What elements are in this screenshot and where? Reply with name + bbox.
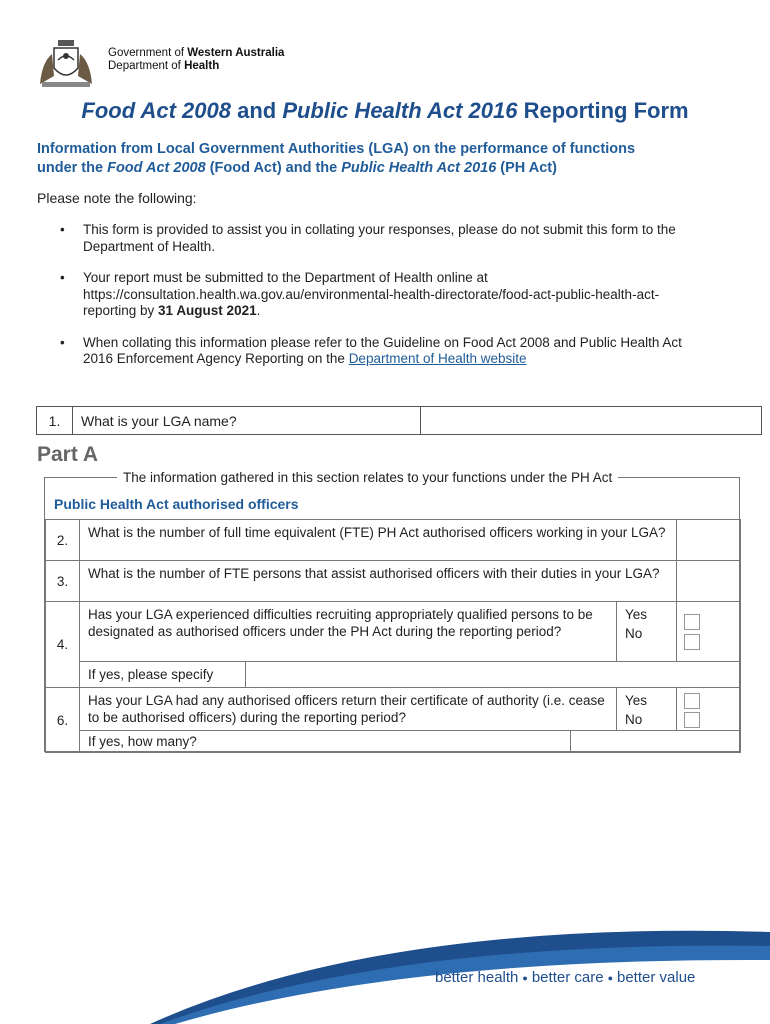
part-a-heading: Part A — [37, 443, 99, 466]
section-title: Public Health Act authorised officers — [54, 496, 299, 512]
yes-no-options — [676, 601, 741, 662]
notes-list — [60, 222, 710, 383]
list-item: • This form is provided to assist you in collating your responses, please do not submit this form to the Department of Health. — [60, 222, 676, 254]
question-1-row — [36, 406, 762, 435]
q4-yes-checkbox[interactable] — [684, 614, 700, 630]
question-number: 3. — [45, 560, 80, 602]
question-number: 4. — [45, 601, 80, 688]
q6-how-many-field[interactable] — [570, 730, 741, 753]
form-subtitle: Information from Local Government Authorities (LGA) on the performance of functions under the Food Act 2008 (Food Act) and the Public Health Act 2016 (PH Act) — [37, 141, 636, 176]
header — [36, 38, 326, 90]
footer-tagline: better health ● better care ● better value — [435, 969, 696, 986]
question-number: 1. — [37, 407, 73, 434]
note-intro: Please note the following: — [37, 190, 197, 206]
question-number: 2. — [45, 519, 80, 561]
followup-label: If yes, how many? — [79, 730, 571, 753]
q6-yes-checkbox[interactable] — [684, 693, 700, 709]
yes-no-labels: Yes No — [616, 601, 677, 662]
form-title: Food Act 2008 and Public Health Act 2016 Reporting Form — [81, 98, 689, 123]
q4-no-checkbox[interactable] — [684, 634, 700, 650]
lga-name-field[interactable] — [421, 407, 761, 434]
section-legend: The information gathered in this section relates to your functions under the PH Act — [117, 470, 618, 485]
followup-label: If yes, please specify — [79, 661, 246, 688]
question-text: What is the number of full time equivalent (FTE) PH Act authorised officers working in your LGA? — [79, 519, 677, 561]
question-number: 6. — [45, 687, 80, 753]
wa-coat-of-arms-icon — [36, 38, 96, 90]
list-item: • When collating this information please refer to the Guideline on Food Act 2008 and Public Health Act 2016 Enforcement Agency Reporting on the Department of Health website — [60, 334, 682, 366]
department-website-link[interactable]: Department of Health website — [348, 351, 527, 366]
list-item: • Your report must be submitted to the Department of Health online at https://consultation.health.wa.gov.au/environmental-health-directorate/food-act-public-health-act-reporting by 31 August 2021. — [60, 270, 660, 318]
yes-no-options — [676, 687, 741, 731]
footer-wave-decoration — [0, 910, 770, 1024]
question-text: Has your LGA experienced difficulties recruiting appropriately qualified persons to be designated as authorised officers under the PH Act during the reporting period? — [79, 601, 617, 662]
yes-no-labels: Yes No — [616, 687, 677, 731]
question-text: What is your LGA name? — [73, 407, 421, 434]
question-text: Has your LGA had any authorised officers return their certificate of authority (i.e. cease to be authorised officers) during the reporting period? — [79, 687, 617, 731]
q6-no-checkbox[interactable] — [684, 712, 700, 728]
fte-officers-field[interactable] — [676, 519, 741, 561]
part-a-section — [44, 470, 740, 752]
q4-specify-field[interactable] — [245, 661, 741, 688]
fte-assistants-field[interactable] — [676, 560, 741, 602]
government-branding: Government of Western Australia Department of Health — [108, 47, 285, 72]
question-text: What is the number of FTE persons that assist authorised officers with their duties in your LGA? — [79, 560, 677, 602]
